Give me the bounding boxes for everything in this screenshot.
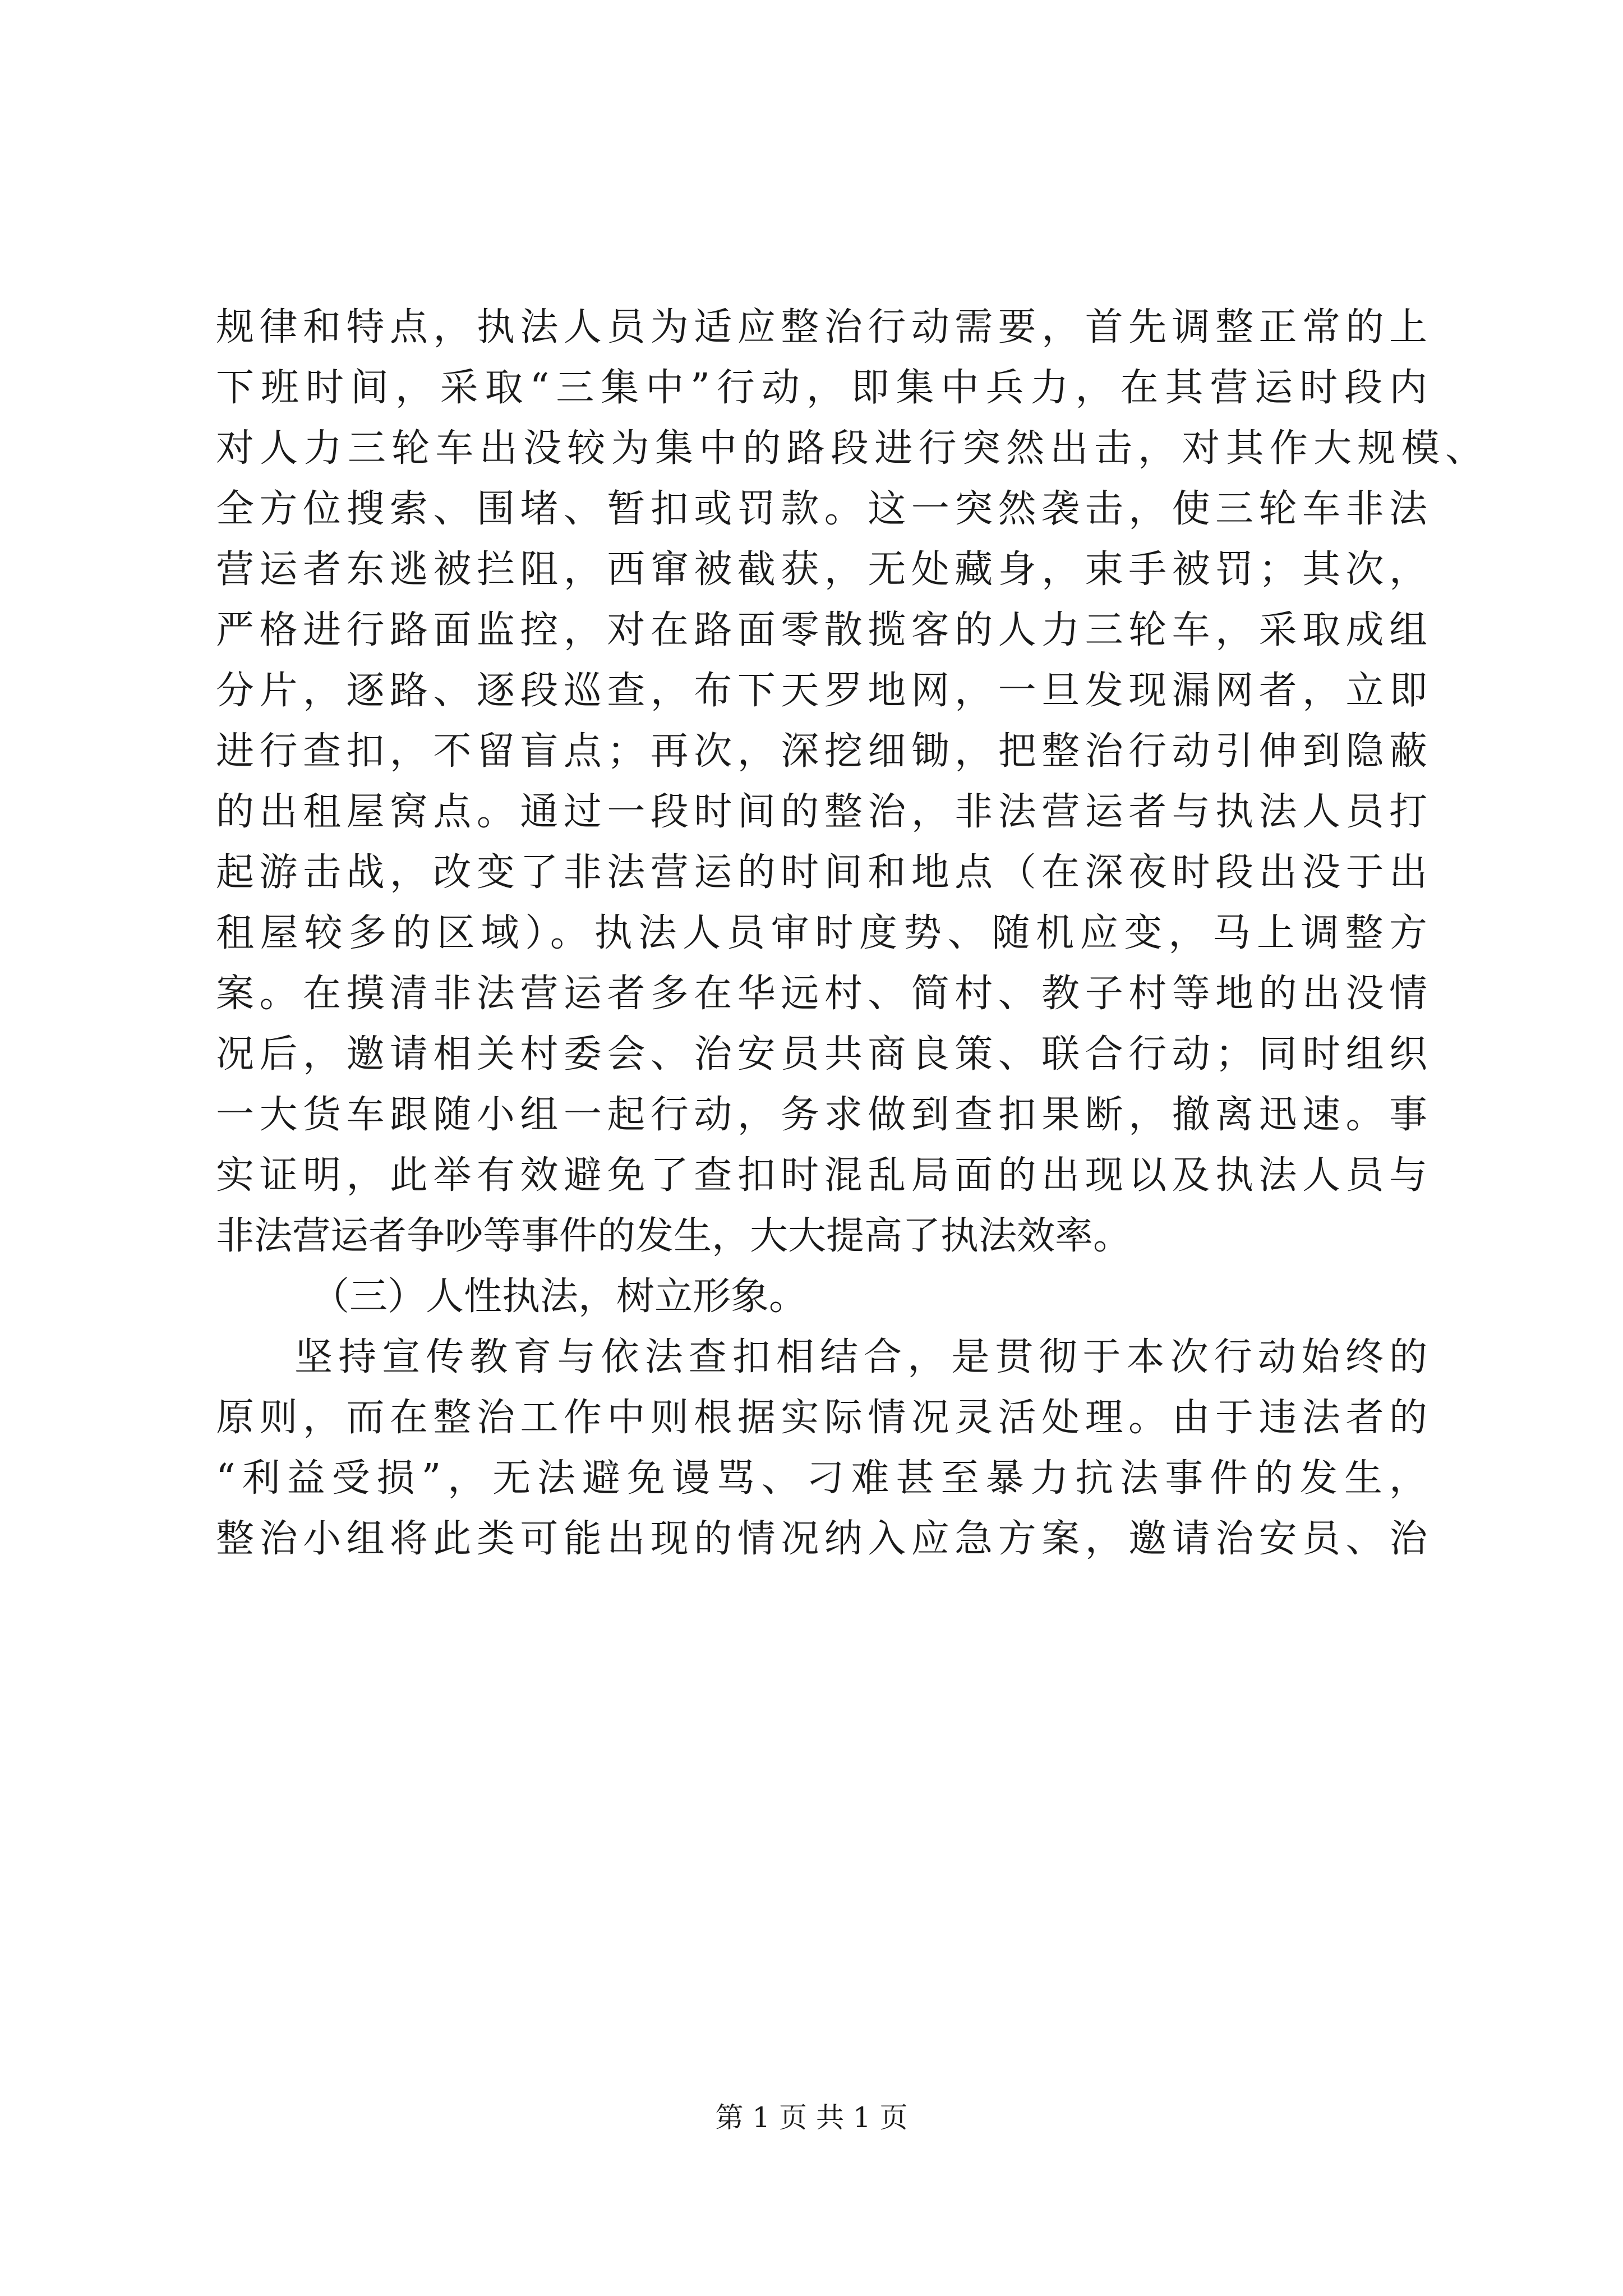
page-footer: 第 1 页 共 1 页 bbox=[715, 2101, 908, 2134]
text-line: 坚持宣传教育与依法查扣相结合，是贯彻于本次行动始终的 bbox=[294, 1335, 1427, 1379]
text-line: 起游击战，改变了非法营运的时间和地点（在深夜时段出没于出 bbox=[216, 850, 1427, 895]
text-line: 规律和特点，执法人员为适应整治行动需要，首先调整正常的上 bbox=[216, 305, 1427, 349]
text-line: 营运者东逃被拦阻，西窜被截获，无处藏身，束手被罚；其次， bbox=[216, 547, 1427, 592]
text-line: 全方位搜索、围堵、暂扣或罚款。这一突然袭击，使三轮车非法 bbox=[216, 487, 1427, 531]
text-line: 原则，而在整治工作中则根据实际情况灵活处理。由于违法者的 bbox=[216, 1396, 1427, 1440]
text-line: 分片，逐路、逐段巡查，布下天罗地网，一旦发现漏网者，立即 bbox=[216, 669, 1427, 713]
document-body bbox=[216, 297, 1483, 1570]
section-heading: （三）人性执法，树立形象。 bbox=[311, 1274, 808, 1319]
text-line: 下班时间，采取“三集中”行动，即集中兵力，在其营运时段内 bbox=[216, 366, 1427, 410]
text-line: 严格进行路面监控，对在路面零散揽客的人力三轮车，采取成组 bbox=[216, 608, 1427, 652]
text-line: 租屋较多的区域）。执法人员审时度势、随机应变，马上调整方 bbox=[216, 911, 1427, 955]
text-line: 的出租屋窝点。通过一段时间的整治，非法营运者与执法人员打 bbox=[216, 790, 1427, 834]
text-line: 进行查扣，不留盲点；再次，深挖细锄，把整治行动引伸到隐蔽 bbox=[216, 729, 1427, 774]
text-line: 对人力三轮车出没较为集中的路段进行突然出击，对其作大规模、 bbox=[216, 426, 1483, 471]
text-line: 一大货车跟随小组一起行动，务求做到查扣果断，撤离迅速。事 bbox=[216, 1093, 1427, 1137]
text-line: 案。在摸清非法营运者多在华远村、简村、教子村等地的出没情 bbox=[216, 972, 1427, 1016]
text-line: 实证明，此举有效避免了查扣时混乱局面的出现以及执法人员与 bbox=[216, 1153, 1427, 1198]
text-line: 非法营运者争吵等事件的发生，大大提高了执法效率。 bbox=[216, 1214, 1132, 1258]
text-line: “利益受损”，无法避免谩骂、刁难甚至暴力抗法事件的发生， bbox=[216, 1456, 1427, 1501]
text-line: 况后，邀请相关村委会、治安员共商良策、联合行动；同时组织 bbox=[216, 1032, 1427, 1076]
text-line: 整治小组将此类可能出现的情况纳入应急方案，邀请治安员、治 bbox=[216, 1517, 1427, 1561]
